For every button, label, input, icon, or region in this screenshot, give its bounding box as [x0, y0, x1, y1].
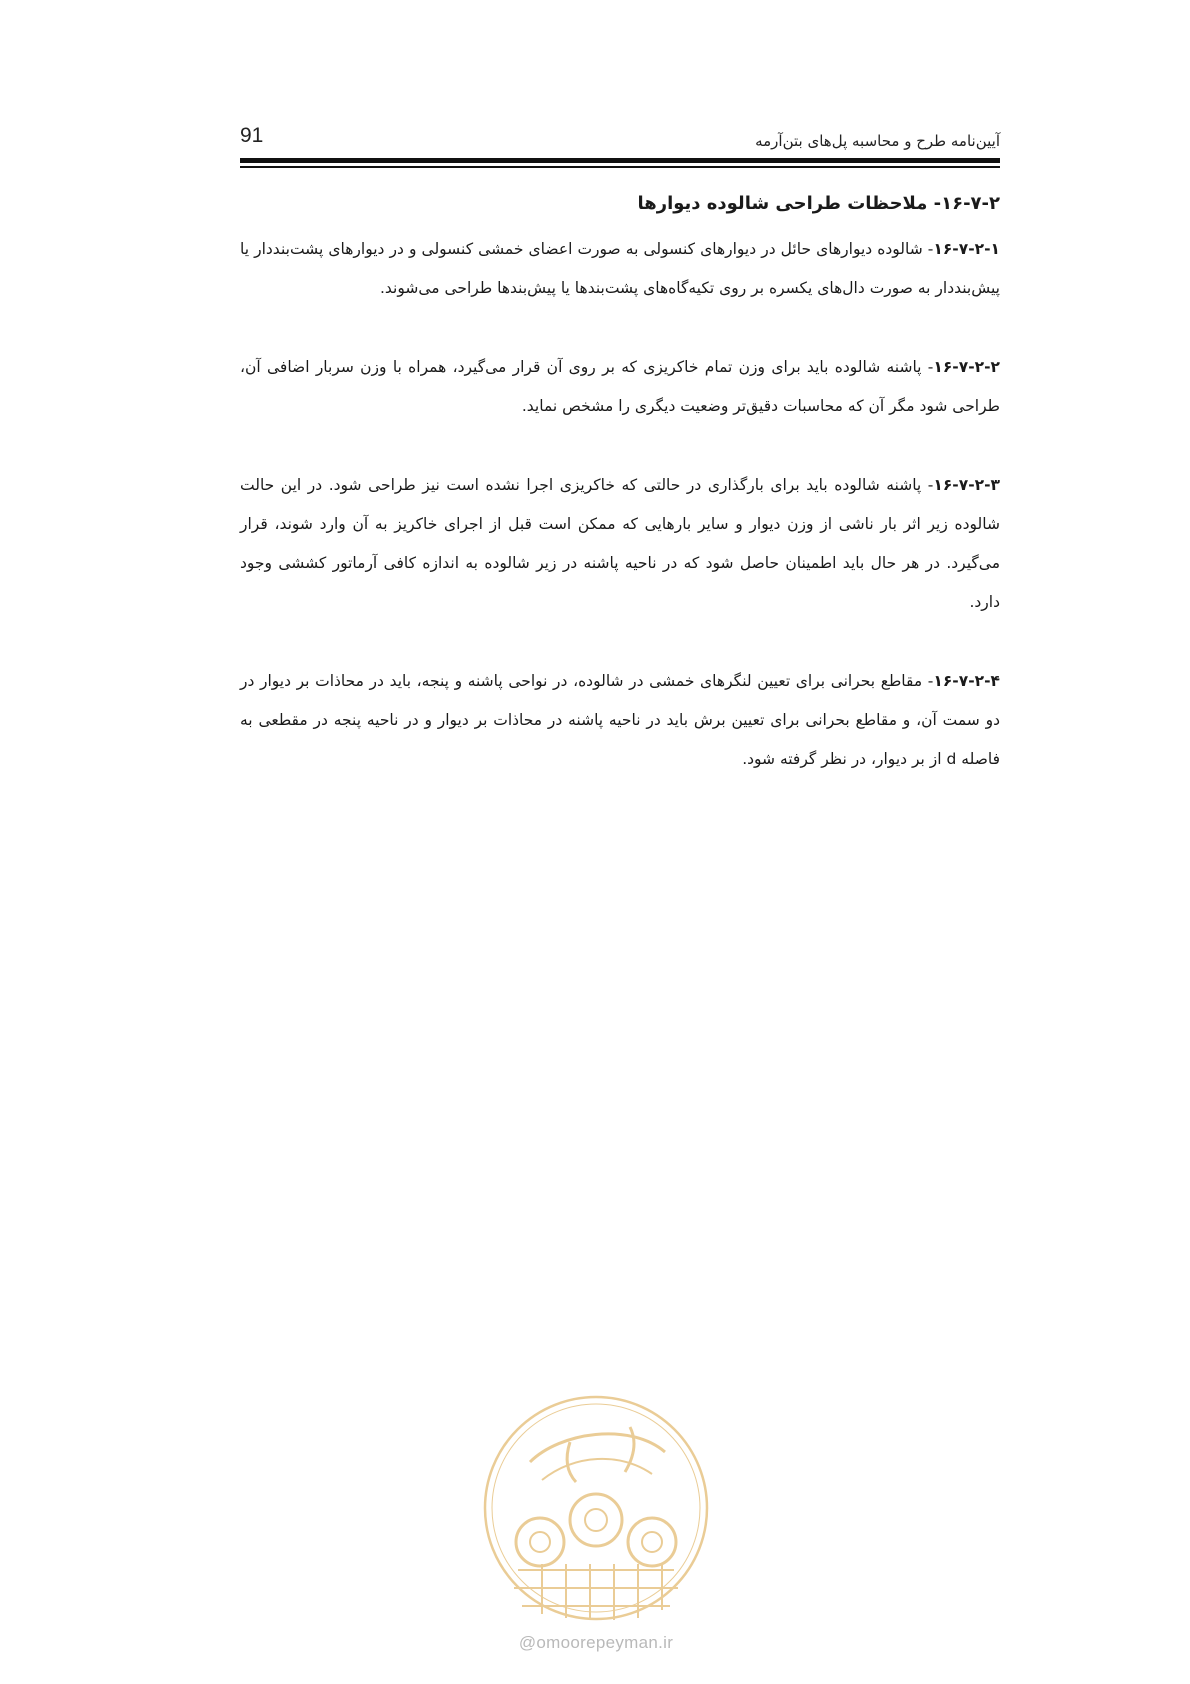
paragraph-number: ۱۶-۷-۲-۲: [933, 358, 1000, 376]
running-title: آیین‌نامه طرح و محاسبه پل‌های بتن‌آرمه: [755, 132, 1000, 150]
paragraph-text: - مقاطع بحرانی برای تعیین لنگرهای خمشی در شالوده، در نواحی پاشنه و پنجه، باید در محاذات بر دیوار در دو سمت آن، و مقاطع بحرانی برای تعیین برش باید در ناحیه پاشنه در محاذات بر دیوار و در ناحیه پنجه در مقطعی به فاصله d از بر دیوار، در نظر گرفته شود.: [240, 672, 1000, 768]
header-rule-thin: [240, 166, 1000, 168]
section-heading: ۱۶-۷-۲- ملاحظات طراحی شالوده دیوارها: [637, 193, 1000, 214]
header-rule-thick: [240, 158, 1000, 163]
paragraph-1: [240, 230, 1000, 308]
paragraph-number: ۱۶-۷-۲-۴: [933, 672, 1000, 690]
main-content: [240, 186, 1000, 819]
paragraph-4: [240, 662, 1000, 779]
paragraph-text: - پاشنه شالوده باید برای بارگذاری در حالتی که خاکریزی اجرا نشده است نیز طراحی شود. در این حالت شالوده زیر اثر بار ناشی از وزن دیوار و سایر بارهایی که ممکن است قبل از اجرای خاکریز به آن وارد شوند، قرار می‌گیرد. در هر حال باید اطمینان حاصل شود که در ناحیه پاشنه در زیر شالوده به اندازه کافی آرماتور کششی وجود دارد.: [240, 476, 1000, 611]
watermark-stamp-logo: [480, 1392, 712, 1624]
paragraph-3: [240, 466, 1000, 622]
page-number: 91: [240, 124, 264, 147]
paragraph-text: - شالوده دیوارهای حائل در دیوارهای کنسولی به صورت اعضای خمشی کنسولی و در دیوارهای پشت‌بنددار یا پیش‌بنددار به صورت دال‌های یکسره بر روی تکیه‌گاه‌های پشت‌بندها یا پیش‌بندها طراحی می‌شوند.: [240, 240, 1000, 297]
paragraph-text: - پاشنه شالوده باید برای وزن تمام خاکریزی که بر روی آن قرار می‌گیرد، همراه با وزن سربار اضافی آن، طراحی شود مگر آن که محاسبات دقیق‌تر وضعیت دیگری را مشخص نماید.: [240, 358, 1000, 415]
paragraph-2: [240, 348, 1000, 426]
watermark-url: @omoorepeyman.ir: [518, 1633, 674, 1652]
paragraph-number: ۱۶-۷-۲-۱: [933, 240, 1000, 258]
paragraph-number: ۱۶-۷-۲-۳: [933, 476, 1000, 494]
